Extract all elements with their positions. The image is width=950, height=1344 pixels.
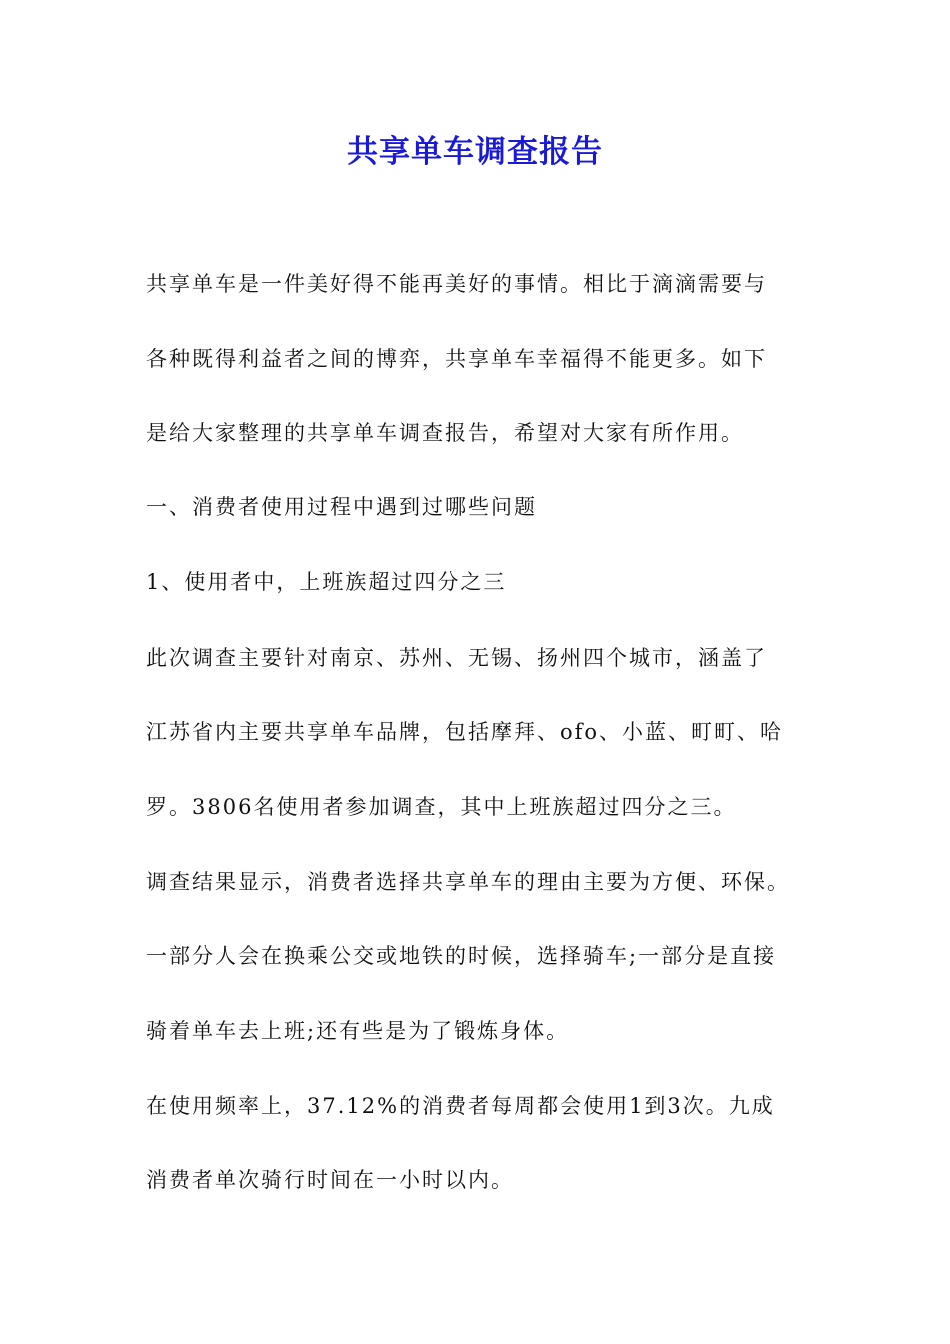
paragraph-line: 各种既得利益者之间的博弈，共享单车幸福得不能更多。如下 [146,347,767,371]
document-title: 共享单车调查报告 [347,134,603,170]
section-heading: 一、消费者使用过程中遇到过哪些问题 [146,495,537,519]
paragraph-line: 共享单车是一件美好得不能再美好的事情。相比于滴滴需要与 [146,272,767,296]
paragraph-line: 消费者单次骑行时间在一小时以内。 [146,1168,514,1192]
paragraph-line: 江苏省内主要共享单车品牌，包括摩拜、ofo、小蓝、町町、哈 [146,720,784,744]
paragraph-line: 骑着单车去上班;还有些是为了锻炼身体。 [146,1019,570,1043]
paragraph-line: 一部分人会在换乘公交或地铁的时候，选择骑车;一部分是直接 [146,944,777,968]
paragraph-line: 此次调查主要针对南京、苏州、无锡、扬州四个城市，涵盖了 [146,646,767,670]
paragraph-line: 调查结果显示，消费者选择共享单车的理由主要为方便、环保。 [146,870,790,894]
paragraph-line: 在使用频率上，37.12%的消费者每周都会使用1到3次。九成 [146,1094,775,1118]
subsection-heading: 1、使用者中，上班族超过四分之三 [146,570,507,594]
paragraph-line: 罗。3806名使用者参加调查，其中上班族超过四分之三。 [146,795,737,819]
paragraph-line: 是给大家整理的共享单车调查报告，希望对大家有所作用。 [146,421,744,445]
